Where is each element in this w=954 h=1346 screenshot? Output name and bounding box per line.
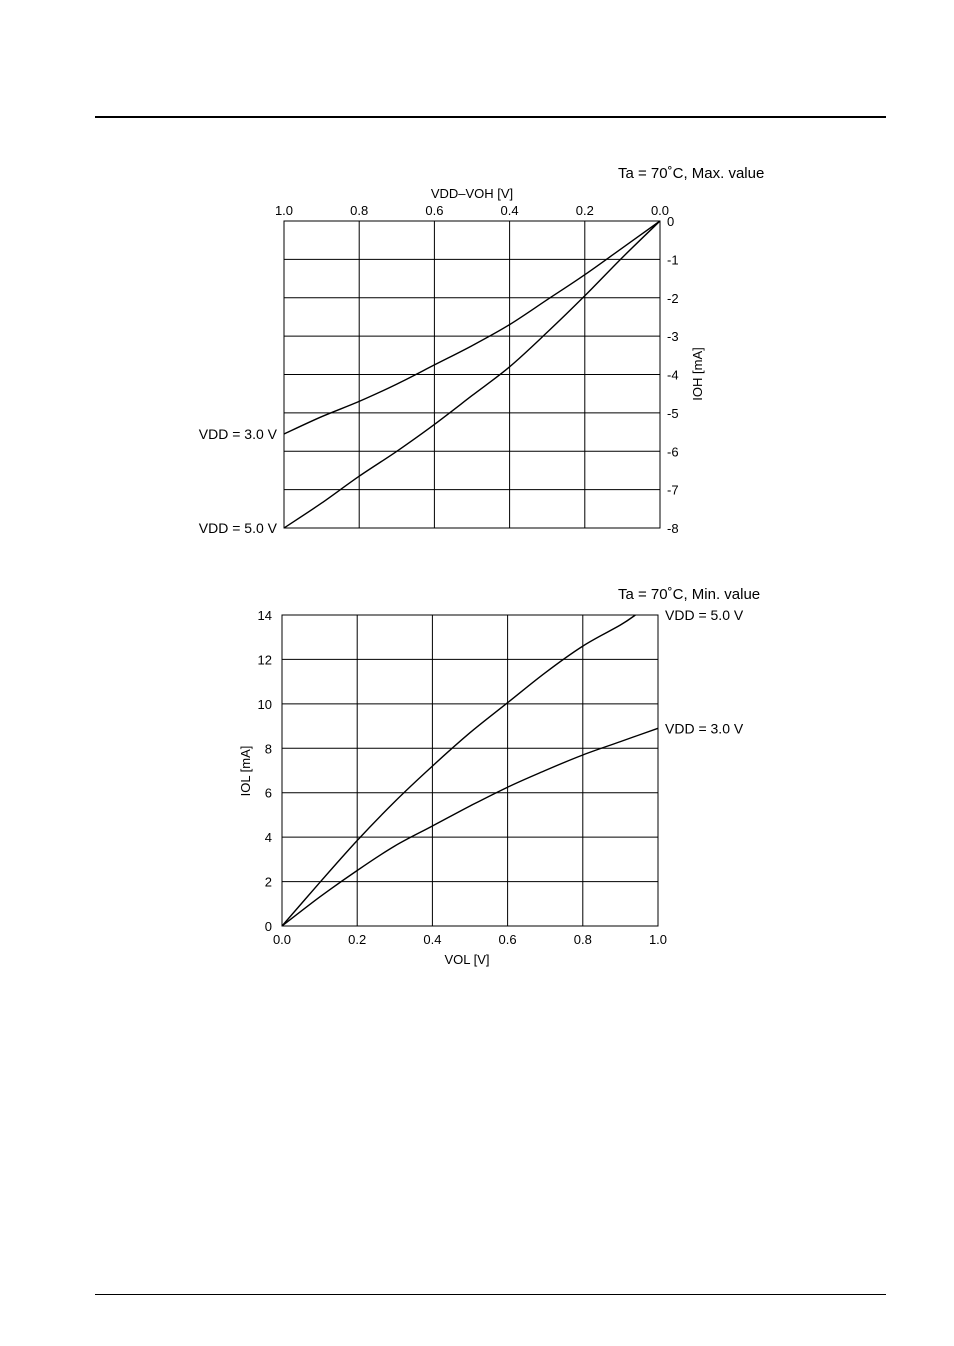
x-tick-label: 0.8 [573, 932, 592, 947]
series-label: VDD = 3.0 V [665, 720, 744, 737]
y-tick-label: 14 [257, 608, 272, 623]
series-label: VDD = 3.0 V [198, 425, 277, 442]
chart2-y-axis-label: IOL [mA] [238, 745, 253, 797]
y-tick-label: 10 [257, 696, 272, 712]
y-tick-label: -5 [667, 405, 679, 421]
chart2-x-axis-label: VOL [V] [444, 952, 490, 967]
footer-rule [95, 1294, 886, 1295]
iol-chart [0, 570, 954, 980]
x-tick-label: 0.2 [575, 203, 594, 218]
series-line [282, 728, 658, 926]
series-line [284, 221, 660, 434]
y-tick-label: -4 [667, 367, 679, 383]
x-tick-label: 1.0 [648, 932, 668, 947]
header-rule [95, 116, 886, 118]
chart1-x-axis-label: VDD–VOH [V] [430, 186, 514, 201]
x-tick-label: 0.0 [650, 203, 670, 218]
chart1-y-axis-label: IOH [mA] [690, 347, 705, 401]
y-tick-label: 12 [257, 652, 272, 668]
ioh-chart [0, 150, 954, 550]
y-tick-label: -8 [667, 521, 679, 536]
y-tick-label: 0 [264, 919, 272, 934]
x-tick-label: 0.2 [348, 932, 367, 947]
y-tick-label: 8 [264, 741, 272, 757]
y-tick-label: 0 [667, 214, 675, 229]
x-tick-label: 0.6 [498, 932, 517, 947]
y-tick-label: -2 [667, 290, 679, 306]
x-tick-label: 0.0 [272, 932, 292, 947]
chart1-annotation: Ta = 70˚C, Max. value [618, 165, 765, 182]
x-tick-label: 0.8 [350, 203, 369, 218]
x-tick-label: 1.0 [274, 203, 294, 218]
y-tick-label: -6 [667, 444, 679, 460]
y-tick-label: 6 [264, 785, 272, 801]
y-tick-label: 4 [264, 830, 272, 846]
chart2-annotation: Ta = 70˚C, Min. value [618, 586, 761, 603]
y-tick-label: 2 [264, 874, 272, 890]
x-tick-label: 0.4 [423, 932, 442, 947]
y-tick-label: -7 [667, 482, 679, 498]
series-label: VDD = 5.0 V [665, 607, 744, 623]
y-tick-label: -1 [667, 252, 679, 268]
plot-frame [282, 615, 658, 926]
x-tick-label: 0.6 [425, 203, 444, 218]
y-tick-label: -3 [667, 329, 679, 345]
x-tick-label: 0.4 [500, 203, 519, 218]
series-label: VDD = 5.0 V [198, 520, 277, 536]
